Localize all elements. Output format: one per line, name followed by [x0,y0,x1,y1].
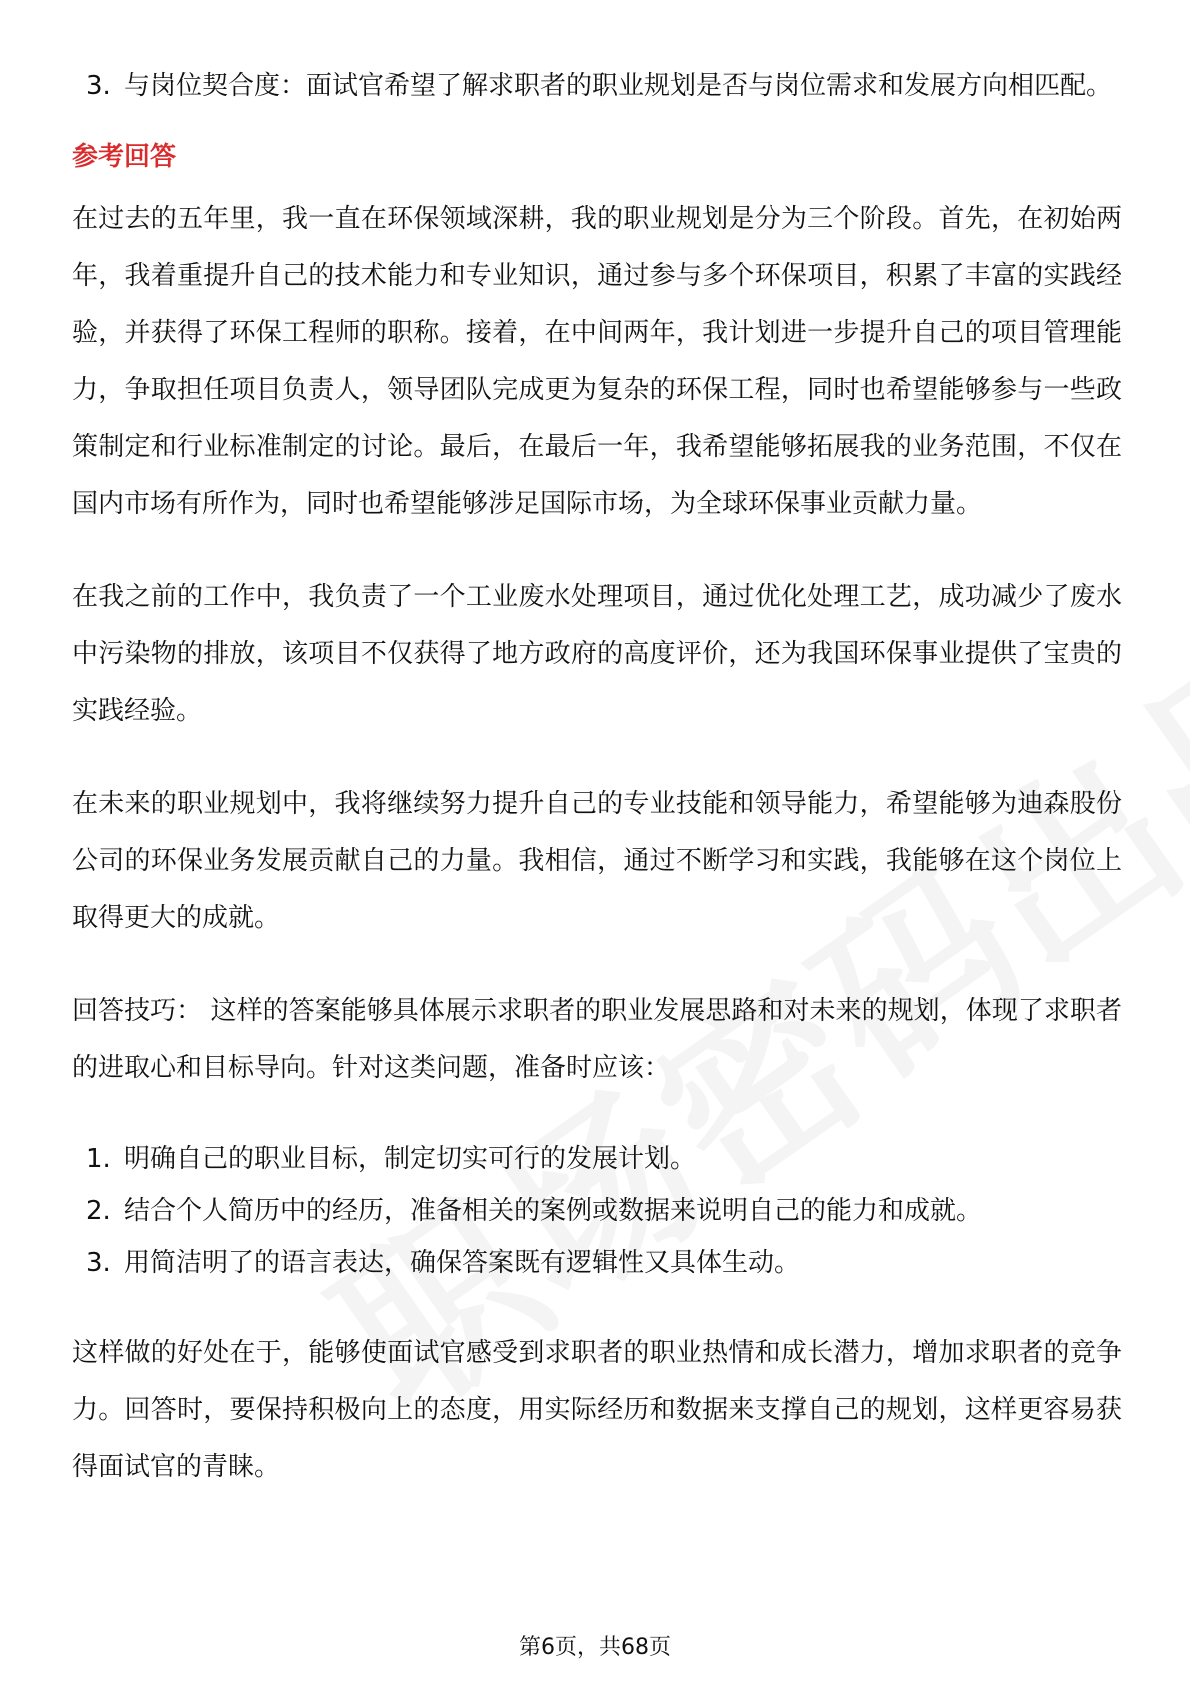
tips-list [72,1133,1122,1289]
list-item [72,1237,1122,1289]
list-item [72,1133,1122,1185]
list-item [72,1185,1122,1237]
answer-paragraph-3: 在未来的职业规划中，我将继续努力提升自己的专业技能和领导能力，希望能够为迪森股份公司的环保业务发展贡献自己的力量。我相信，通过不断学习和实践，我能够在这个岗位上取得更大的成就。 [72,789,1122,933]
tips-intro: 回答技巧： 这样的答案能够具体展示求职者的职业发展思路和对未来的规划，体现了求职者的进取心和目标导向。针对这类问题，准备时应该： [72,996,1122,1083]
list-number: 1. [86,1144,111,1174]
list-text: 结合个人简历中的经历，准备相关的案例或数据来说明自己的能力和成就。 [124,1196,983,1226]
list-number: 2. [86,1196,111,1226]
list-number: 3. [86,71,111,101]
answer-paragraph-1: 在过去的五年里，我一直在环保领域深耕，我的职业规划是分为三个阶段。首先，在初始两年，我着重提升自己的技术能力和专业知识，通过参与多个环保项目，积累了丰富的实践经验，并获得了环保工程师的职称。接着，在中间两年，我计划进一步提升自己的项目管理能力，争取担任项目负责人，领导团队完成更为复杂的环保工程，同时也希望能够参与一些政策制定和行业标准制定的讨论。最后，在最后一年，我希望能够拓展我的业务范围，不仅在国内市场有所作为，同时也希望能够涉足国际市场，为全球环保事业贡献力量。 [72,204,1122,519]
criteria-list [72,58,1122,115]
list-item [72,58,1122,115]
page-content [72,58,1122,1532]
list-text: 用简洁明了的语言表达，确保答案既有逻辑性又具体生动。 [124,1248,801,1278]
list-text: 与岗位契合度：面试官希望了解求职者的职业规划是否与岗位需求和发展方向相匹配。 [124,71,1113,101]
page-footer: 第6页，共68页 [519,1635,671,1660]
list-number: 3. [86,1248,111,1278]
section-title: 参考回答 [72,142,177,172]
list-text: 明确自己的职业目标，制定切实可行的发展计划。 [124,1144,697,1174]
answer-paragraph-2: 在我之前的工作中，我负责了一个工业废水处理项目，通过优化处理工艺，成功减少了废水中污染物的排放，该项目不仅获得了地方政府的高度评价，还为我国环保事业提供了宝贵的实践经验。 [72,582,1122,726]
closing-paragraph: 这样做的好处在于，能够使面试官感受到求职者的职业热情和成长潜力，增加求职者的竞争力。回答时，要保持积极向上的态度，用实际经历和数据来支撑自己的规划，这样更容易获得面试官的青睐。 [72,1338,1122,1482]
